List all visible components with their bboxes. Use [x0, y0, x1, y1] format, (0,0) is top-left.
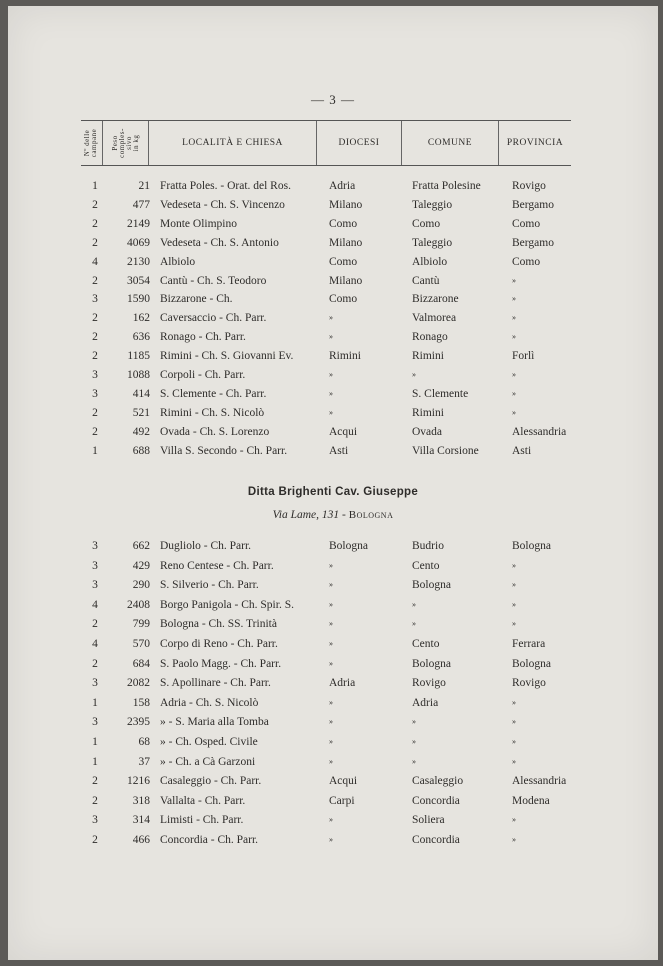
table-row — [84, 712, 584, 732]
bell-count-cell: 2 — [92, 406, 98, 419]
province-cell: Alessandria — [512, 425, 567, 438]
locality-church-cell: Ronago - Ch. Parr. — [160, 331, 246, 344]
province-cell: Bologna — [512, 540, 551, 552]
address-city: Bologna — [348, 509, 394, 521]
comune-cell: Concordia — [412, 794, 460, 807]
address-separator: - — [339, 509, 349, 521]
diocese-cell: » — [329, 313, 333, 323]
province-cell: Como — [512, 255, 541, 268]
table-row — [84, 308, 584, 328]
bell-count-cell: 2 — [92, 312, 98, 325]
province-cell: Alessandria — [512, 775, 567, 788]
locality-church-cell: Bologna - Ch. SS. Trinità — [160, 618, 277, 631]
weight-kg-cell: 466 — [132, 834, 150, 846]
diocese-cell: Como — [329, 255, 358, 268]
comune-cell: Fratta Polesine — [412, 180, 481, 192]
bell-count-cell: 2 — [92, 236, 98, 249]
table-row — [84, 422, 584, 442]
comune-cell: Cento — [412, 638, 440, 650]
weight-kg-cell: 2130 — [127, 255, 150, 268]
diocese-cell: » — [329, 619, 333, 629]
locality-church-cell: Ovada - Ch. S. Lorenzo — [160, 425, 270, 438]
table-row — [84, 556, 584, 576]
comune-cell: Cento — [412, 559, 440, 572]
province-cell: Modena — [512, 794, 550, 807]
locality-church-cell: Adria - Ch. S. Nicolò — [160, 696, 259, 709]
weight-kg-cell: 162 — [132, 312, 150, 325]
comune-cell: Como — [412, 217, 441, 230]
table-row — [84, 403, 584, 423]
locality-church-cell: Limisti - Ch. Parr. — [160, 814, 244, 827]
locality-church-cell: Monte Olimpino — [160, 217, 237, 230]
table-row — [84, 346, 584, 366]
header-diocese: DIOCESI — [317, 121, 402, 165]
province-cell: » — [512, 313, 516, 323]
locality-church-cell: Vallalta - Ch. Parr. — [160, 794, 246, 807]
locality-church-cell: » - Ch. a Cà Garzoni — [160, 755, 256, 768]
comune-cell: S. Clemente — [412, 387, 469, 400]
weight-kg-cell: 688 — [132, 444, 150, 457]
section-address — [8, 509, 658, 521]
table-row — [84, 810, 584, 830]
diocese-cell: Acqui — [329, 425, 358, 438]
bell-count-cell: 2 — [92, 794, 98, 807]
table-row — [84, 575, 584, 595]
diocese-cell: » — [329, 697, 333, 707]
bell-count-cell: 1 — [92, 180, 98, 192]
province-cell: » — [512, 815, 516, 825]
locality-church-cell: Vedeseta - Ch. S. Vincenzo — [160, 198, 285, 211]
province-cell: Asti — [512, 444, 532, 457]
diocese-cell: » — [329, 717, 333, 727]
weight-kg-cell: 636 — [132, 331, 150, 344]
locality-church-cell: Vedeseta - Ch. S. Antonio — [160, 236, 279, 249]
bell-count-cell: 2 — [92, 834, 98, 846]
weight-kg-cell: 799 — [132, 618, 150, 631]
locality-church-cell: Corpoli - Ch. Parr. — [160, 369, 246, 381]
bell-count-cell: 1 — [92, 444, 98, 457]
bell-count-cell: 2 — [92, 198, 98, 211]
table-row — [84, 233, 584, 253]
header-province: PROVINCIA — [506, 138, 564, 148]
diocese-cell: » — [329, 835, 333, 844]
table-row — [84, 271, 584, 291]
diocese-cell: » — [329, 639, 333, 648]
province-cell: » — [512, 407, 516, 417]
locality-church-cell: Cantù - Ch. S. Teodoro — [160, 274, 267, 287]
province-cell: » — [512, 332, 516, 342]
diocese-cell: Como — [329, 293, 358, 306]
province-cell: » — [512, 599, 516, 609]
locality-church-cell: S. Paolo Magg. - Ch. Parr. — [160, 657, 282, 670]
comune-cell: Adria — [412, 696, 439, 709]
diocese-cell: » — [329, 388, 333, 398]
diocese-cell: Milano — [329, 236, 363, 249]
province-cell: Forlì — [512, 350, 535, 363]
diocese-cell: » — [329, 332, 333, 342]
locality-church-cell: Casaleggio - Ch. Parr. — [160, 775, 262, 788]
table-row — [84, 365, 584, 385]
weight-kg-cell: 158 — [132, 696, 150, 709]
table-row — [84, 654, 584, 674]
province-cell: Como — [512, 217, 541, 230]
weight-kg-cell: 521 — [132, 406, 150, 419]
province-cell: » — [512, 717, 516, 727]
bell-count-cell: 2 — [92, 274, 98, 287]
weight-kg-cell: 1216 — [127, 775, 150, 788]
diocese-cell: Asti — [329, 444, 349, 457]
table-row — [84, 830, 584, 850]
diocese-cell: » — [329, 370, 333, 379]
province-cell: » — [512, 737, 516, 746]
province-cell: » — [512, 619, 516, 629]
bell-count-cell: 2 — [92, 217, 98, 230]
locality-church-cell: » - Ch. Osped. Civile — [160, 736, 258, 748]
bell-count-cell: 3 — [92, 540, 98, 552]
table-header — [81, 120, 571, 166]
comune-cell: Rimini — [412, 406, 444, 419]
province-cell: » — [512, 370, 516, 379]
weight-kg-cell: 1590 — [127, 293, 150, 306]
province-cell: Rovigo — [512, 180, 546, 192]
diocese-cell: Carpi — [329, 794, 355, 807]
comune-cell: Rimini — [412, 350, 444, 363]
weight-kg-cell: 21 — [138, 180, 150, 192]
weight-kg-cell: 414 — [132, 387, 150, 400]
weight-kg-cell: 477 — [132, 198, 150, 211]
comune-cell: Valmorea — [412, 312, 457, 325]
comune-cell: Rovigo — [412, 677, 446, 690]
bell-count-cell: 4 — [92, 598, 98, 611]
comune-cell: Bologna — [412, 579, 451, 592]
locality-church-cell: Corpo di Reno - Ch. Parr. — [160, 638, 278, 650]
diocese-cell: Rimini — [329, 350, 361, 363]
weight-kg-cell: 1185 — [127, 350, 150, 363]
locality-church-cell: Rimini - Ch. S. Nicolò — [160, 406, 265, 419]
diocese-cell: Adria — [329, 677, 356, 690]
bell-count-cell: 3 — [92, 369, 98, 381]
bell-count-cell: 3 — [92, 579, 98, 592]
address-street: Via Lame, 131 — [272, 509, 340, 521]
bell-count-cell: 2 — [92, 775, 98, 788]
section-title: Ditta Brighenti Cav. Giuseppe — [247, 486, 419, 498]
bell-count-cell: 3 — [92, 677, 98, 690]
weight-kg-cell: 429 — [132, 559, 150, 572]
table-row — [84, 614, 584, 634]
weight-kg-cell: 37 — [138, 755, 150, 768]
province-cell: » — [512, 697, 516, 707]
comune-cell: Budrio — [412, 540, 444, 552]
comune-cell: » — [412, 619, 416, 629]
province-cell: Bergamo — [512, 198, 554, 211]
bell-count-cell: 2 — [92, 618, 98, 631]
province-cell: Rovigo — [512, 677, 546, 690]
locality-church-cell: Bizzarone - Ch. — [160, 293, 233, 306]
table-row — [84, 289, 584, 309]
locality-church-cell: S. Clemente - Ch. Parr. — [160, 387, 267, 400]
header-num-bells: Nº delle campane — [81, 121, 103, 165]
weight-kg-cell: 684 — [132, 657, 150, 670]
table-row — [84, 732, 584, 752]
diocese-cell: » — [329, 737, 333, 746]
weight-kg-cell: 2149 — [127, 217, 150, 230]
bell-count-cell: 1 — [92, 696, 98, 709]
province-cell: » — [512, 580, 516, 590]
diocese-cell: » — [329, 658, 333, 668]
table-row — [84, 327, 584, 347]
bell-count-cell: 4 — [92, 638, 98, 650]
weight-kg-cell: 1088 — [127, 369, 150, 381]
bell-count-cell: 3 — [92, 293, 98, 306]
comune-cell: Villa Corsione — [412, 444, 479, 457]
comune-cell: Casaleggio — [412, 775, 464, 788]
locality-church-cell: S. Silverio - Ch. Parr. — [160, 579, 259, 592]
locality-church-cell: Albiolo — [160, 255, 196, 268]
diocese-cell: Acqui — [329, 775, 358, 788]
province-cell: Bergamo — [512, 236, 554, 249]
comune-cell: Taleggio — [412, 198, 453, 211]
locality-church-cell: S. Apollinare - Ch. Parr. — [160, 677, 271, 690]
bell-count-cell: 3 — [92, 716, 98, 729]
bell-count-cell: 1 — [92, 755, 98, 768]
page-number: — 3 — — [311, 92, 355, 107]
diocese-cell: » — [329, 407, 333, 417]
comune-cell: Albiolo — [412, 255, 448, 268]
bell-count-cell: 2 — [92, 425, 98, 438]
table-row — [84, 441, 584, 461]
diocese-cell: » — [329, 560, 333, 570]
header-comune: COMUNE — [402, 121, 499, 165]
comune-cell: » — [412, 599, 416, 609]
diocese-cell: » — [329, 580, 333, 590]
bell-count-cell: 4 — [92, 255, 98, 268]
table-row — [84, 752, 584, 772]
comune-cell: Bologna — [412, 657, 451, 670]
comune-cell: » — [412, 717, 416, 727]
weight-kg-cell: 662 — [132, 540, 150, 552]
locality-church-cell: » - S. Maria alla Tomba — [160, 716, 269, 729]
diocese-cell: » — [329, 599, 333, 609]
table-row — [84, 176, 584, 196]
province-cell: » — [512, 756, 516, 766]
locality-church-cell: Dugliolo - Ch. Parr. — [160, 540, 252, 552]
table-row — [84, 252, 584, 272]
diocese-cell: Bologna — [329, 540, 368, 552]
province-cell: » — [512, 275, 516, 285]
weight-kg-cell: 570 — [132, 638, 150, 650]
diocese-cell: » — [329, 815, 333, 825]
province-cell: » — [512, 294, 516, 304]
header-locality: LOCALITÀ E CHIESA — [149, 121, 317, 165]
locality-church-cell: Fratta Poles. - Orat. del Ros. — [160, 180, 291, 192]
province-cell: » — [512, 388, 516, 398]
weight-kg-cell: 318 — [132, 794, 150, 807]
province-cell: Bologna — [512, 657, 551, 670]
bell-count-cell: 3 — [92, 387, 98, 400]
header-weight: Peso comples- sivo in kg — [103, 121, 149, 165]
province-cell: Ferrara — [512, 638, 546, 650]
document-page — [8, 6, 658, 960]
bell-count-cell: 3 — [92, 814, 98, 827]
comune-cell: » — [412, 737, 416, 746]
comune-cell: Ronago — [412, 331, 448, 344]
weight-kg-cell: 2395 — [127, 716, 150, 729]
locality-church-cell: Concordia - Ch. Parr. — [160, 834, 259, 846]
comune-cell: Concordia — [412, 834, 460, 846]
diocese-cell: » — [329, 756, 333, 766]
bell-count-cell: 2 — [92, 657, 98, 670]
diocese-cell: Milano — [329, 198, 363, 211]
table-row — [84, 693, 584, 713]
table-row — [84, 634, 584, 654]
locality-church-cell: Reno Centese - Ch. Parr. — [160, 559, 274, 572]
province-cell: » — [512, 560, 516, 570]
locality-church-cell: Villa S. Secondo - Ch. Parr. — [160, 444, 288, 457]
table-row — [84, 771, 584, 791]
locality-church-cell: Rimini - Ch. S. Giovanni Ev. — [160, 350, 294, 363]
bell-count-cell: 1 — [92, 736, 98, 748]
table-row — [84, 791, 584, 811]
weight-kg-cell: 492 — [132, 425, 150, 438]
bell-count-cell: 2 — [92, 350, 98, 363]
comune-cell: Soliera — [412, 814, 445, 827]
comune-cell: Taleggio — [412, 236, 453, 249]
table-row — [84, 195, 584, 215]
weight-kg-cell: 2082 — [127, 677, 150, 690]
weight-kg-cell: 68 — [138, 736, 150, 748]
bell-count-cell: 3 — [92, 559, 98, 572]
comune-cell: » — [412, 370, 416, 379]
diocese-cell: Milano — [329, 274, 363, 287]
table-row — [84, 384, 584, 404]
weight-kg-cell: 2408 — [127, 598, 150, 611]
diocese-cell: Como — [329, 217, 358, 230]
bell-count-cell: 2 — [92, 331, 98, 344]
diocese-cell: Adria — [329, 180, 356, 192]
comune-cell: Cantù — [412, 274, 440, 287]
locality-church-cell: Caversaccio - Ch. Parr. — [160, 312, 267, 325]
province-cell: » — [512, 835, 516, 844]
table-row — [84, 595, 584, 615]
comune-cell: » — [412, 756, 416, 766]
table-row — [84, 214, 584, 234]
comune-cell: Ovada — [412, 425, 443, 438]
weight-kg-cell: 290 — [132, 579, 150, 592]
weight-kg-cell: 4069 — [127, 236, 150, 249]
locality-church-cell: Borgo Panigola - Ch. Spir. S. — [160, 598, 294, 611]
table-row — [84, 536, 584, 556]
comune-cell: Bizzarone — [412, 293, 459, 306]
weight-kg-cell: 314 — [132, 814, 150, 827]
weight-kg-cell: 3054 — [127, 274, 150, 287]
table-row — [84, 673, 584, 693]
